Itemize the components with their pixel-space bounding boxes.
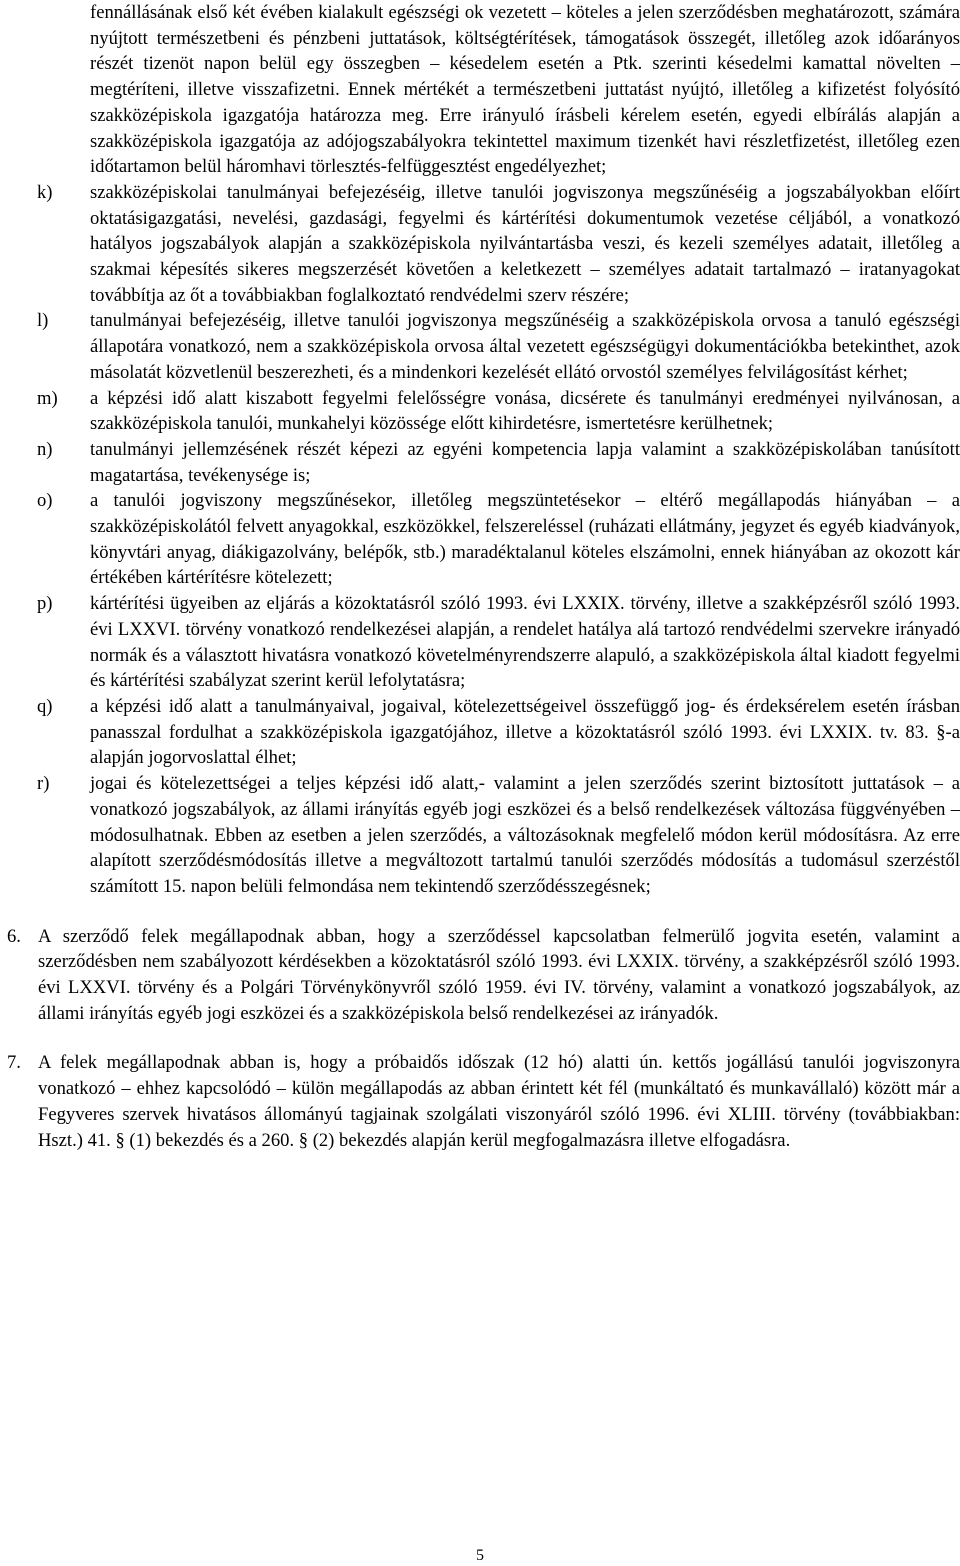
list-marker: k) (37, 181, 53, 203)
section-number: 7. (7, 1052, 21, 1074)
list-marker: l) (37, 310, 49, 332)
list-item-o (0, 488, 960, 591)
list-item-m (0, 386, 960, 437)
list-item-text: a képzési idő alatt a tanulmányaival, jogaival, kötelezettségeivel összefüggő jog- és érdeksérelem esetén írásban panasszal fordulhat a szakközépiskola igazgatójához, illetve a közoktatásról szóló 1993. évi LXXIX. tv. 83. §-a alapján jogorvoslattal élhet; (90, 695, 960, 769)
list-item-k (0, 180, 960, 309)
list-item-q (0, 694, 960, 771)
spacer (0, 1026, 960, 1050)
list-item-text: jogai és kötelezettségei a teljes képzési idő alatt,- valamint a jelen szerződés szerint biztosított juttatások – a vonatkozó jogszabályok, az állami irányítás egyéb jogi eszközei és a belső rendelkezések változása függvényében – módosulhatnak. Ebben az esetben a jelen szerződés, a változásoknak megfelelő módon kerül módosításra. Az erre alapított szerződésmódosítás illetve a megváltozott tartalmú tanulói szerződés módosítás a tudomásul szerzéstől számított 15. napon belüli felmondása nem tekintendő szerződésszegésnek; (90, 773, 960, 897)
list-marker: q) (37, 695, 53, 717)
spacer (0, 900, 960, 924)
section-number: 6. (7, 925, 21, 947)
list-item-p (0, 591, 960, 694)
section-text: A felek megállapodnak abban is, hogy a próbaidős időszak (12 hó) alatti ún. kettős jogállású tanulói jogviszonyra vonatkozó – ehhez kapcsolódó – külön megállapodás az abban érintett két fél (munkáltató és munkavállaló) között már a Fegyveres szervek hivatásos állományú tagjainak szolgálati viszonyáról szóló 1996. évi XLIII. törvény (továbbiakban: Hszt.) 41. § (1) bekezdés és a 260. § (2) bekezdés alapján kerül megfogalmazásra illetve elfogadásra. (38, 1052, 960, 1151)
list-item-r (0, 771, 960, 900)
list-marker: n) (37, 438, 53, 460)
section-text: A szerződő felek megállapodnak abban, hogy a szerződéssel kapcsolatban felmerülő jogvita esetén, valamint a szerződésben nem szabályozott kérdésekben a közoktatásról szóló 1993. évi LXXIX. törvény, a szakképzésről szóló 1993. évi LXXVI. törvény és a Polgári Törvénykönyvről szóló 1959. évi IV. törvény, valamint a vonatkozó jogszabályok, az állami irányítás egyéb jogi eszközei és a szakközépiskola belső rendelkezései az irányadók. (38, 925, 960, 1024)
list-item-l (0, 308, 960, 385)
list-marker: p) (37, 593, 53, 615)
section-7 (0, 1050, 960, 1153)
list-item-text: a képzési idő alatt kiszabott fegyelmi felelősségre vonása, dicsérete és tanulmányi eredményei nyilvánosan, a szakközépiskola tanulói, munkahelyi közössége előtt kihirdetésre, ismertetésre kerülhetnek; (90, 387, 960, 435)
list-marker: m) (37, 387, 58, 409)
list-item-text: kártérítési ügyeiben az eljárás a közoktatásról szóló 1993. évi LXXIX. törvény, illetve a szakképzésről szóló 1993. évi LXXVI. törvény vonatkozó rendelkezései alapján, a rendelet hatálya alá tartozó rendvédelmi szervekre irányadó normák és a választott hivatásra vonatkozó követelményrendszerre alapuló, a szakközépiskola által kiadott fegyelmi és kártérítési szabályzat szerint kerül lefolytatásra; (90, 593, 960, 692)
list-item-n (0, 437, 960, 488)
list-marker: r) (37, 773, 50, 795)
list-item-text: tanulmányi jellemzésének részét képezi az egyéni kompetencia lapja valamint a szakközépiskolában tanúsított magatartása, tevékenysége is; (90, 438, 960, 486)
section-6 (0, 924, 960, 1027)
continuation-paragraph: fennállásának első két évében kialakult egészségi ok vezetett – köteles a jelen szerződésben meghatározott, számára nyújtott természetbeni és pénzbeni juttatások, költségtérítések, támogatások összegét, illetőleg azok időarányos részét tizenöt napon belül egy összegben – késedelem esetén a Ptk. szerinti késedelmi kamattal növelten – megtéríteni, illetve visszafizetni. Ennek mértékét a természetbeni juttatást nyújtó, illetőleg a kifizetést folyósító szakközépiskola igazgatója határozza meg. Erre irányuló írásbeli kérelem esetén, egyedi elbírálás alapján a szakközépiskola igazgatója az adójogszabályokra tekintettel maximum tizenkét havi részletfizetést, illetőleg ezen időtartamon belül háromhavi törlesztés-felfüggesztést engedélyezhet; (90, 2, 960, 178)
list-item-text: tanulmányai befejezéséig, illetve tanulói jogviszonya megszűnéséig a szakközépiskola orvosa a tanuló egészségi állapotára vonatkozó, nem a szakközépiskola orvosa által vezetett egészségügyi dokumentációkba betekinthet, azok másolatát közvetlenül beszerezheti, és a mindenkori kezelését ellátó orvostól személyes felvilágosítást kérhet; (90, 310, 960, 383)
list-item-text: szakközépiskolai tanulmányai befejezéséig, illetve tanulói jogviszonya megszűnéséig a jogszabályokban előírt oktatásigazgatási, nevelési, gazdasági, fegyelmi és kártérítési dokumentumok vezetése céljából, a vonatkozó hatályos jogszabályok alapján a szakközépiskola nyilvántartásba veszi, és kezeli személyes adatait, illetőleg a szakmai képesítés sikeres megszerzését követően a keletkezett – személyes adatait tartalmazó – iratanyagokat továbbítja az őt a továbbiakban foglalkoztató rendvédelmi szerv részére; (90, 181, 960, 306)
list-marker: o) (37, 490, 53, 512)
list-item-text: a tanulói jogviszony megszűnésekor, illetőleg megszüntetésekor – eltérő megállapodás hiányában – a szakközépiskolától felvett anyagokkal, eszközökkel, felszereléssel (ruházati ellátmány, jegyzet és egyéb kiadványok, könyvtári anyag, diákigazolvány, belépők, stb.) maradéktalanul köteles elszámolni, ennek hiányában az okozott kár értékében kártérítésre kötelezett; (90, 490, 960, 589)
page-number: 5 (476, 1547, 484, 1564)
